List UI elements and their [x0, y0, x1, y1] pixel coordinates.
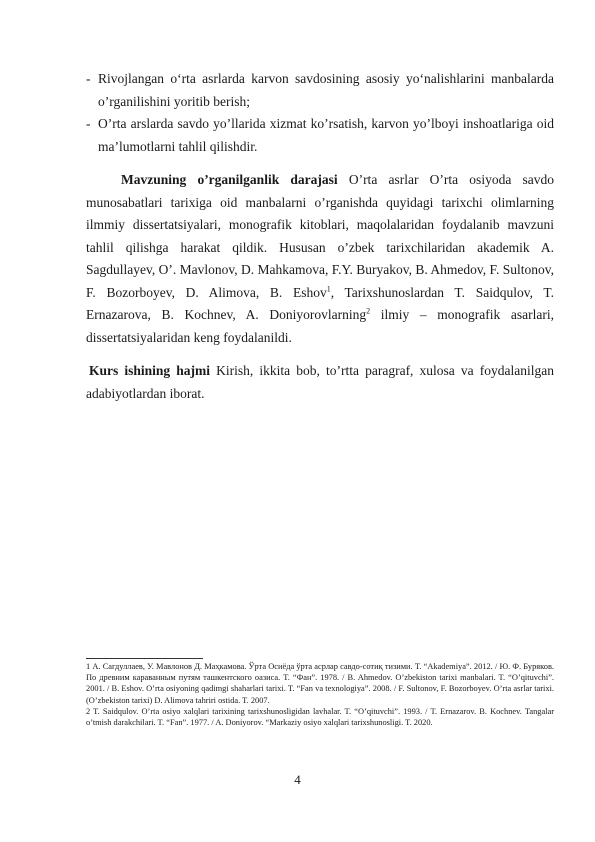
- footnote-marker: 1: [326, 284, 331, 293]
- bullet-item: [86, 113, 554, 158]
- footnote-separator: [86, 658, 203, 659]
- footnote: 1 А. Сагдуллаев, У. Мавлонов Д. Маҳкамова. Ўрта Осиёда ўрта асрлар савдо-сотиқ тизими. T. “Akademiya”. 2012. / Ю. Ф. Буряков. По древним караванным путям ташкентского оазиса. T. “Фан”. 1978. / B. Ahmedov. O’zbekiston tarixi manbalari. T. “O’qituvchi”. 2001. / B. Eshov. O’rta osiyoning qadimgi shaharlari tarixi. T. “Fan va texnologiya”. 2008. / F. Sultonov, F. Bozorboyev. O’rta asrlar tarixi. (O’zbekiston tarixi) D. Alimova tahriri ostida. T. 2007.: [86, 662, 554, 705]
- bullet-text: O’rta arslarda savdo yo’llarida xizmat ko’rsatish, karvon yo’lboyi inshoatlariga oid ma’lumotlarni tahlil qilishdir.: [98, 116, 554, 154]
- footnote-marker: 2: [366, 306, 371, 316]
- bullet-dash: -: [86, 71, 91, 86]
- page-number: 4: [294, 772, 301, 787]
- paragraph-text: ilmiy – monografik asarlari, dissertatsiyalaridan keng foydalanildi.: [86, 307, 554, 345]
- paragraph-text: , Tarixshunoslardan T. Saidqulov, T. Ernazarova, B. Kochnev, A. Doniyorovlarning: [86, 284, 554, 322]
- section-heading: Mavzuning o’rganilganlik darajasi: [121, 172, 338, 187]
- literature-review-paragraph: [86, 169, 554, 349]
- paragraph-text: Kirish, ikkita bob, to’rtta paragraf, xulosa va foydalanilgan adabiyotlardan iborat.: [86, 363, 554, 401]
- work-volume-paragraph: [86, 360, 554, 405]
- bullet-text: Rivojlangan o‘rta asrlarda karvon savdosining asosiy yo‘nalishlarini manbalarda o’rganilishini yoritib berish;: [98, 71, 554, 109]
- footnote: 2 T. Saidqulov. O’rta osiyo xalqlari tarixining tarixshunosligidan lavhalar. T. “O’qituvchi”. 1993. / T. Ernazarov. B. Kochnev. Tangalar o’tmish darakchilari. T. “Fan”. 1977. / A. Doniyorov. “Markaziy osiyo xalqlari tarixshunosligi. T. 2020.: [86, 706, 554, 728]
- section-heading: Kurs ishining hajmi: [89, 363, 211, 378]
- bullet-item: [86, 68, 554, 113]
- paragraph-text: O’rta asrlar O’rta osiyoda savdo munosabatlari tarixiga oid manbalarni o’rganishda quyidagi tarixchi olimlarning ilmmiy dissertatsiyalari, monografik kitoblari, maqolalaridan foydalanib mavzuni tahlil qilishga harakat qildik. Hususan o’zbek tarixchilaridan akademik A. Sagdullayev, O’. Mavlonov, D. Mahkamova, F.Y. Buryakov, B. Ahmedov, F. Sultonov, F. Bozorboyev, D. Alimova, B. Eshov: [86, 172, 554, 300]
- bullet-dash: -: [86, 116, 91, 131]
- footnotes: [86, 661, 554, 728]
